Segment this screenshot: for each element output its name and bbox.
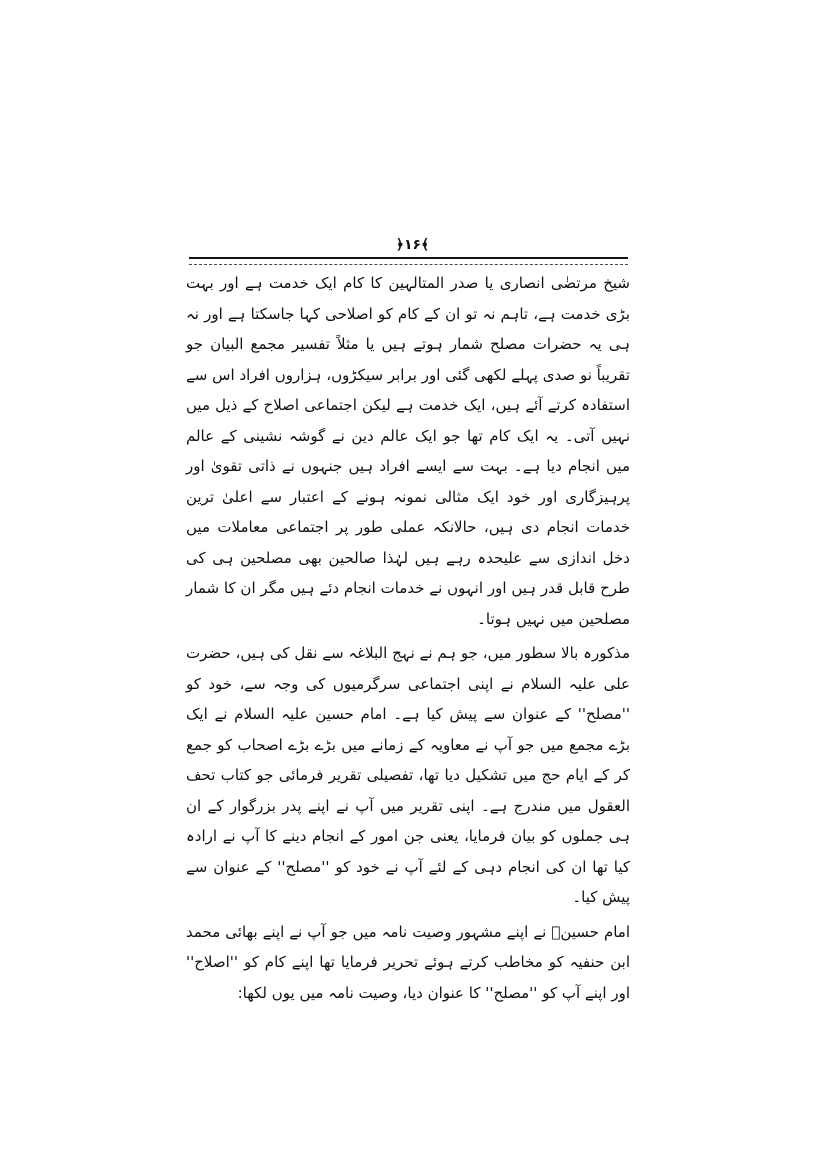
paragraph-3: امام حسینؑ نے اپنے مشہور وصیت نامہ میں جو آپ نے اپنے بھائی محمد ابن حنفیہ کو مخاطب کرتے ہوئے تحریر فرمایا تھا اپنے کام کو ''اصلاح'' اور اپنے آپ کو ''مصلح'' کا عنوان دیا، وصیت نامہ میں یوں لکھا: [186,922,630,1002]
header-rule [189,257,628,265]
document-body [186,268,630,1012]
paragraph-1: شیخ مرتضٰی انصاری یا صدر المتالہین کا کام ایک خدمت ہے اور بہت بڑی خدمت ہے، تاہم نہ تو ان کے کام کو اصلاحی کہا جاسکتا ہے اور نہ ہی یہ حضرات مصلح شمار ہوتے ہیں یا مثلاً تفسیر مجمع البیان جو تقریباً نو صدی پہلے لکھی گئی اور برابر سیکڑوں، ہزاروں افراد اس سے استفادہ کرتے آئے ہیں، ایک خدمت ہے لیکن اجتماعی اصلاح کے ذیل میں نہیں آتی۔ یہ ایک کام تھا جو ایک عالم دین نے گوشہ نشینی کے عالم میں انجام دیا ہے۔ بہت سے ایسے افراد ہیں جنہوں نے ذاتی تقویٰ اور پرہیزگاری اور خود ایک مثالی نمونہ ہونے کے اعتبار سے اعلیٰ ترین خدمات انجام دی ہیں، حالانکہ عملی طور پر اجتماعی معاملات میں دخل اندازی سے علیحدہ رہے ہیں لہٰذا صالحین بھی مصلحین ہی کی طرح قابل قدر ہیں اور انہوں نے خدمات انجام دئے ہیں مگر ان کا شمار مصلحین میں نہیں ہوتا۔ [186,274,630,628]
paragraph-2: مذکورہ بالا سطور میں، جو ہم نے نہج البلاغہ سے نقل کی ہیں، حضرت علی علیہ السلام نے اپنی اجتماعی سرگرمیوں کی وجہ سے، خود کو ''مصلح'' کے عنوان سے پیش کیا ہے۔ امام حسین علیہ السلام نے ایک بڑے مجمع میں جو آپ نے معاویہ کے زمانے میں بڑے بڑے اصحاب کو جمع کر کے ایام حج میں تشکیل دیا تھا، تفصیلی تقریر فرمائی جو کتاب تحف العقول میں مندرج ہے۔ اپنی تقریر میں آپ نے اپنے پدر بزرگوار کے ان ہی جملوں کو بیان فرمایا، یعنی جن امور کے انجام دینے کا آپ نے ارادہ کیا تھا ان کی انجام دہی کے لئے آپ نے خود کو ''مصلح'' کے عنوان سے پیش کیا۔ [186,644,630,906]
page-number: ﴿۱۶﴾ [395,237,430,253]
